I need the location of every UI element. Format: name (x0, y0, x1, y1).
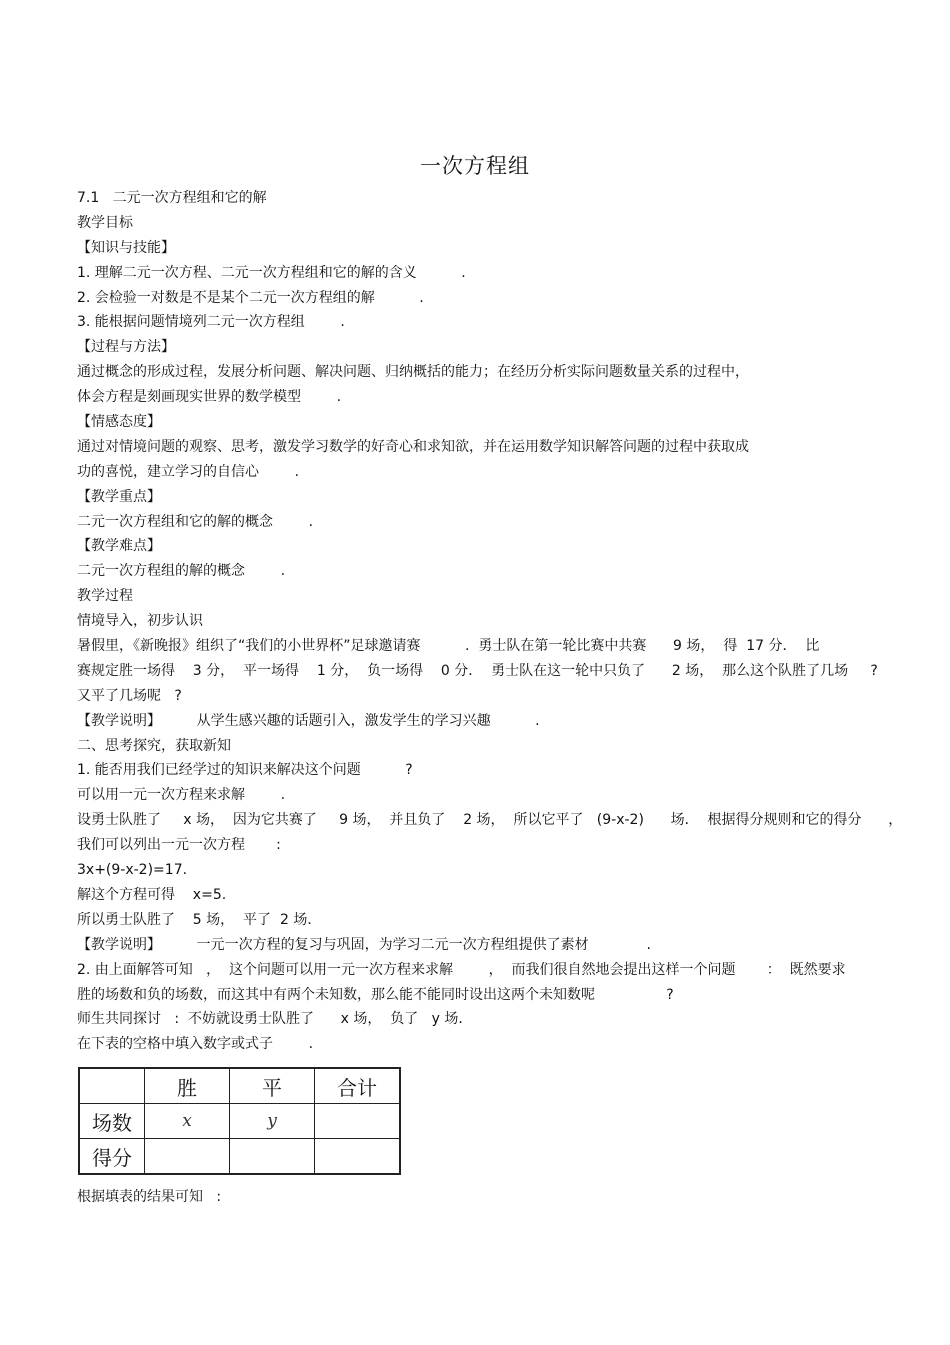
table-cell (315, 1139, 401, 1175)
text-line: 二元一次方程组的解的概念 . (77, 563, 286, 580)
text-line: 教学过程 (77, 588, 133, 605)
text-line: 【过程与方法】 (77, 339, 175, 356)
table-header-cell: 合计 (315, 1068, 401, 1104)
table-cell: y (230, 1104, 315, 1139)
row-label-cell: 场数 (79, 1104, 145, 1139)
text-line: 体会方程是刻画现实世界的数学模型 . (77, 389, 342, 406)
text-line: 二元一次方程组和它的解的概念 . (77, 513, 314, 530)
text-line: 胜的场数和负的场数，而这其中有两个未知数，那么能不能同时设出这两个未知数呢 ? (77, 986, 674, 1003)
table-header-cell: 平 (230, 1068, 315, 1104)
table-header-row (79, 1068, 400, 1104)
text-line: 可以用一元一次方程来求解 . (77, 787, 286, 804)
text-line: 在下表的空格中填入数字或式子 . (77, 1036, 314, 1053)
text-line: 【情感态度】 (77, 414, 161, 431)
text-line: 解这个方程可得 x=5. (77, 886, 227, 903)
text-line: 又平了几场呢 ? (77, 687, 182, 704)
text-line: 3. 能根据问题情境列二元一次方程组 . (77, 314, 345, 331)
table-header-cell (79, 1068, 145, 1104)
table-cell: x (145, 1104, 230, 1139)
text-line: 情境导入，初步认识 (77, 613, 203, 630)
text-line: 功的喜悦，建立学习的自信心 . (77, 463, 300, 480)
text-line: 通过对情境问题的观察、思考，激发学习数学的好奇心和求知欲，并在运用数学知识解答问题的过程中获取成 (77, 438, 749, 455)
text-line: 暑假里，《新晚报》组织了“我们的小世界杯”足球邀请赛 . 勇士队在第一轮比赛中共赛 9 场， 得 17 分． 比 (77, 638, 820, 655)
table-cell (230, 1139, 315, 1175)
text-line: 【教学难点】 (77, 538, 161, 555)
row-label-cell: 得分 (79, 1139, 145, 1175)
text-line: 【知识与技能】 (77, 239, 175, 256)
table-cell (145, 1139, 230, 1175)
text-line: 二、思考探究，获取新知 (77, 737, 231, 754)
text-line: 通过概念的形成过程，发展分析问题、解决问题、归纳概括的能力；在经历分析实际问题数量关系的过程中， (77, 364, 749, 381)
text-line: 3x+(9-x-2)=17. (77, 862, 188, 879)
text-line: 2. 会检验一对数是不是某个二元一次方程组的解 . (77, 289, 424, 306)
text-line: 【教学说明】 从学生感兴趣的话题引入，激发学生的学习兴趣 . (77, 712, 540, 729)
score-table (78, 1067, 401, 1175)
table-cell (315, 1104, 401, 1139)
document-title: 一次方程组 (420, 154, 530, 178)
text-line: 1. 理解二元一次方程、二元一次方程组和它的解的含义 . (77, 264, 466, 281)
table-row (79, 1139, 400, 1175)
text-line: 设勇士队胜了 x 场， 因为它共赛了 9 场， 并且负了 2 场， 所以它平了 (9-x-2) 场． 根据得分规则和它的得分 ， (77, 812, 903, 829)
text-line: 【教学说明】 一元一次方程的复习与巩固，为学习二元一次方程组提供了素材 . (77, 936, 651, 953)
text-line: 【教学重点】 (77, 488, 161, 505)
footer-text: 根据填表的结果可知 : (77, 1189, 222, 1205)
text-line: 教学目标 (77, 214, 133, 231)
text-line: 所以勇士队胜了 5 场， 平了 2 场． (77, 911, 322, 928)
text-line: 我们可以列出一元一次方程 : (77, 837, 281, 854)
body-text (77, 186, 903, 1057)
text-line: 7.1 二元一次方程组和它的解 (77, 190, 267, 206)
text-line: 师生共同探讨 : 不妨就设勇士队胜了 x 场， 负了 y 场． (77, 1011, 473, 1028)
text-line: 1. 能否用我们已经学过的知识来解决这个问题 ? (77, 762, 413, 779)
text-line: 赛规定胜一场得 3 分， 平一场得 1 分， 负一场得 0 分． 勇士队在这一轮中只负了 2 场， 那么这个队胜了几场 ? (77, 662, 878, 679)
table-row (79, 1104, 400, 1139)
text-line: 2. 由上面解答可知 ， 这个问题可以用一元一次方程来求解 ， 而我们很自然地会提出这样一个问题 ： 既然要求 (77, 961, 846, 978)
table-header-cell: 胜 (145, 1068, 230, 1104)
